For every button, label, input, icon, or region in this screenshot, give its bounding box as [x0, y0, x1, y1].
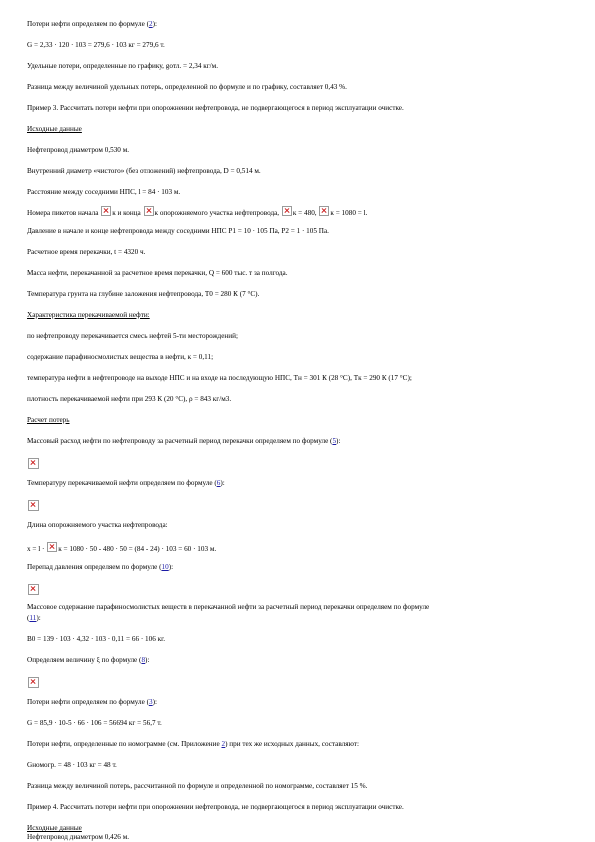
text: ): — [168, 563, 174, 571]
text: ): — [152, 20, 157, 28]
paragraph — [27, 311, 575, 320]
broken-image-icon — [28, 458, 39, 469]
paragraph: Нефтепровод диаметром 0,530 м. — [27, 146, 130, 154]
formula-link[interactable]: 3 — [149, 698, 153, 706]
text: Потери нефти определяем по формуле ( — [27, 20, 149, 28]
heading-text: Исходные данные — [27, 824, 82, 832]
text: к = 480, — [292, 209, 319, 217]
formula-link[interactable]: 6 — [216, 479, 221, 487]
paragraph — [27, 563, 575, 572]
text: к = 1080 · 50 - 480 · 50 = (84 - 24) · 103 = 60 · 103 м. — [58, 545, 217, 553]
formula-result — [27, 542, 575, 554]
text: Потери нефти, определенные по номограмме (см. Приложение — [27, 740, 222, 748]
paragraph: Разница между величиной потерь, рассчитанной по формуле и определенной по номограмме, составляет 15 %. — [27, 782, 368, 790]
formula-link[interactable]: 8 — [141, 656, 146, 664]
paragraph: Массовое содержание парафиносмолистых веществ в перекачанной нефти за расчетный период перекачки определяем по формуле — [27, 603, 430, 611]
formula-link[interactable]: 2 — [149, 20, 153, 28]
formula-result: G = 2,33 · 120 · 103 = 279,6 · 103 кг = 279,6 т. — [27, 41, 165, 49]
formula-result: B0 = 139 · 103 · 4,32 · 103 · 0,11 = 66 · 106 кг. — [27, 635, 166, 643]
heading-text: Исходные данные — [27, 125, 82, 133]
section-heading — [27, 416, 575, 425]
appendix-link[interactable]: 2 — [221, 740, 226, 748]
text: Определяем величину ξ по формуле ( — [27, 656, 142, 664]
paragraph: Нефтепровод диаметром 0,426 м. — [27, 833, 130, 841]
text: Потери нефти определяем по формуле ( — [27, 698, 149, 706]
paragraph — [27, 740, 575, 749]
example-heading: Пример 4. Рассчитать потери нефти при опорожнении нефтепровода, не подвергающегося в период эксплуатации очистке. — [27, 803, 404, 811]
text: Номера пикетов начала — [27, 209, 101, 217]
paragraph: Расстояние между соседними НПС, l = 84 · 103 м. — [27, 188, 181, 196]
text: к опорожняемого участка нефтепровода, — [154, 209, 281, 217]
text: к = 1080 = l. — [330, 209, 368, 217]
text: ): — [220, 479, 225, 487]
paragraph — [27, 656, 575, 665]
paragraph: Длина опорожняемого участка нефтепровода: — [27, 521, 168, 529]
paragraph: Удельные потери, определенные по графику, gотл. = 2,34 кг/м. — [27, 62, 218, 70]
paragraph: содержание парафиносмолистых вещества в нефти, к = 0,11; — [27, 353, 214, 361]
formula-link[interactable]: 5 — [332, 437, 337, 445]
paragraph: Масса нефти, перекачанной за расчетное время перекачки, Q = 600 тыс. т за полгода. — [27, 269, 288, 277]
text: ( — [27, 614, 30, 622]
paragraph — [27, 20, 575, 29]
formula-image — [27, 677, 575, 690]
section-heading — [27, 125, 575, 134]
heading-text: Характеристика перекачиваемой нефти: — [27, 311, 150, 319]
formula-result: G = 85,9 · 10-5 · 66 · 106 = 56694 кг = 56,7 т. — [27, 719, 162, 727]
heading-text: Расчет потерь — [27, 416, 70, 424]
broken-image-icon — [28, 500, 39, 511]
paragraph: Внутренний диаметр «чистого» (без отложений) нефтепровода, D = 0,514 м. — [27, 167, 261, 175]
formula-link[interactable]: 11 — [29, 614, 37, 622]
broken-image-icon — [28, 677, 39, 688]
formula-image — [27, 500, 575, 513]
paragraph: Температура грунта на глубине заложения нефтепровода, T0 = 280 К (7 °С). — [27, 290, 260, 298]
text: ) при тех же исходных данных, составляют: — [225, 740, 359, 748]
paragraph: Расчетное время перекачки, t = 4320 ч. — [27, 248, 146, 256]
broken-image-icon — [28, 584, 39, 595]
section-heading — [27, 824, 575, 833]
paragraph — [27, 614, 575, 623]
paragraph: Давление в начале и конце нефтепровода между соседними НПС P1 = 10 · 105 Па, P2 = 1 · 105 Па. — [27, 227, 329, 235]
paragraph: Разница между величиной удельных потерь, определенной по формуле и по графику, составляет 0,43 %. — [27, 83, 347, 91]
formula-result: Gномогр. = 48 · 103 кг = 48 т. — [27, 761, 117, 769]
text: x = l · — [27, 545, 47, 553]
text: к и конца — [112, 209, 143, 217]
paragraph — [27, 479, 575, 488]
broken-image-icon — [282, 206, 292, 216]
paragraph — [27, 206, 575, 218]
text: ): — [36, 614, 41, 622]
text: ): — [152, 698, 157, 706]
broken-image-icon — [144, 206, 154, 216]
example-heading: Пример 3. Рассчитать потери нефти при опорожнении нефтепровода, не подвергающегося в период эксплуатации очистке. — [27, 104, 404, 112]
paragraph: по нефтепроводу перекачивается смесь нефтей 5-ти месторождений; — [27, 332, 238, 340]
paragraph: температура нефти в нефтепроводе на выходе НПС и на входе на последующую НПС, Tн = 301 К (28 °С), Tк = 290 К (17 °С); — [27, 374, 412, 382]
paragraph — [27, 698, 575, 707]
text: Температуру перекачиваемой нефти определяем по формуле ( — [27, 479, 217, 487]
text: Перепад давления определяем по формуле ( — [27, 563, 162, 571]
text: ): — [145, 656, 150, 664]
formula-link[interactable]: 10 — [161, 563, 169, 571]
broken-image-icon — [319, 206, 329, 216]
paragraph: плотность перекачиваемой нефти при 293 К (20 °С), ρ = 843 кг/м3. — [27, 395, 232, 403]
paragraph — [27, 437, 575, 446]
broken-image-icon — [47, 542, 57, 552]
formula-image — [27, 458, 575, 471]
broken-image-icon — [101, 206, 111, 216]
text: Массовый расход нефти по нефтепроводу за расчетный период перекачки определяем по формуле ( — [27, 437, 333, 445]
formula-image — [27, 584, 575, 597]
text: ): — [336, 437, 341, 445]
